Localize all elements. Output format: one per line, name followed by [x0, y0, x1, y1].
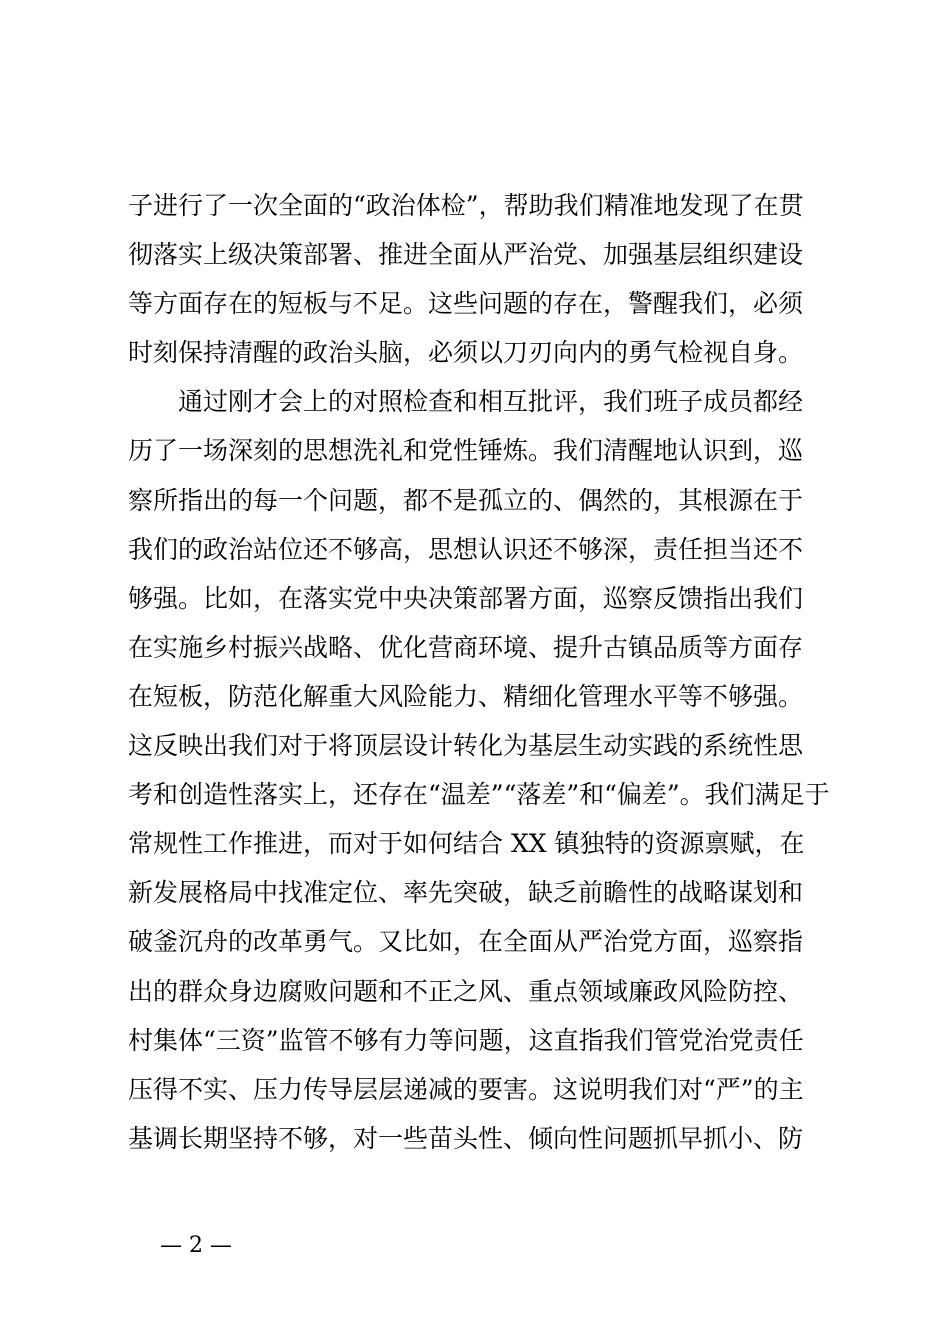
text-line-14: 常规性工作推进，而对于如何结合 XX 镇独特的资源禀赋，在 [128, 829, 805, 859]
text-line-18: 村集体“三资”监管不够有力等问题，这直指我们管党治党责任 [128, 1025, 804, 1055]
text-line-20: 基调长期坚持不够，对一些苗头性、倾向性问题抓早抓小、防 [128, 1123, 804, 1153]
text-line-13: 考和创造性落实上，还存在“温差”“落差”和“偏差”。我们满足于 [128, 780, 830, 810]
text-line-19: 压得不实、压力传导层层递减的要害。这说明我们对“严”的主 [128, 1074, 804, 1104]
page-number: — 2 — [160, 1233, 232, 1258]
text-line-11: 在短板，防范化解重大风险能力、精细化管理水平等不够强。 [128, 681, 804, 711]
text-line-16: 破釜沉舟的改革勇气。又比如，在全面从严治党方面，巡察指 [128, 927, 804, 957]
text-line-3: 等方面存在的短板与不足。这些问题的存在，警醒我们，必须 [128, 289, 804, 319]
text-line-5: 通过刚才会上的对照检查和相互批评，我们班子成员都经 [128, 387, 804, 417]
text-line-8: 我们的政治站位还不够高，思想认识还不够深，责任担当还不 [128, 534, 804, 564]
text-line-15: 新发展格局中找准定位、率先突破，缺乏前瞻性的战略谋划和 [128, 878, 804, 908]
text-line-17: 出的群众身边腐败问题和不正之风、重点领域廉政风险防控、 [128, 976, 804, 1006]
text-line-1: 子进行了一次全面的“政治体检”，帮助我们精准地发现了在贯 [128, 191, 804, 220]
body-text [128, 181, 838, 1163]
text-line-9: 够强。比如，在落实党中央决策部署方面，巡察反馈指出我们 [128, 583, 804, 613]
text-line-4: 时刻保持清醒的政治头脑，必须以刀刃向内的勇气检视自身。 [128, 338, 804, 368]
text-line-2: 彻落实上级决策部署、推进全面从严治党、加强基层组织建设 [128, 240, 804, 270]
text-line-10: 在实施乡村振兴战略、优化营商环境、提升古镇品质等方面存 [128, 632, 804, 662]
text-line-6: 历了一场深刻的思想洗礼和党性锤炼。我们清醒地认识到，巡 [128, 436, 804, 466]
text-line-12: 这反映出我们对于将顶层设计转化为基层生动实践的系统性思 [128, 731, 804, 761]
text-line-7: 察所指出的每一个问题，都不是孤立的、偶然的，其根源在于 [128, 485, 804, 515]
